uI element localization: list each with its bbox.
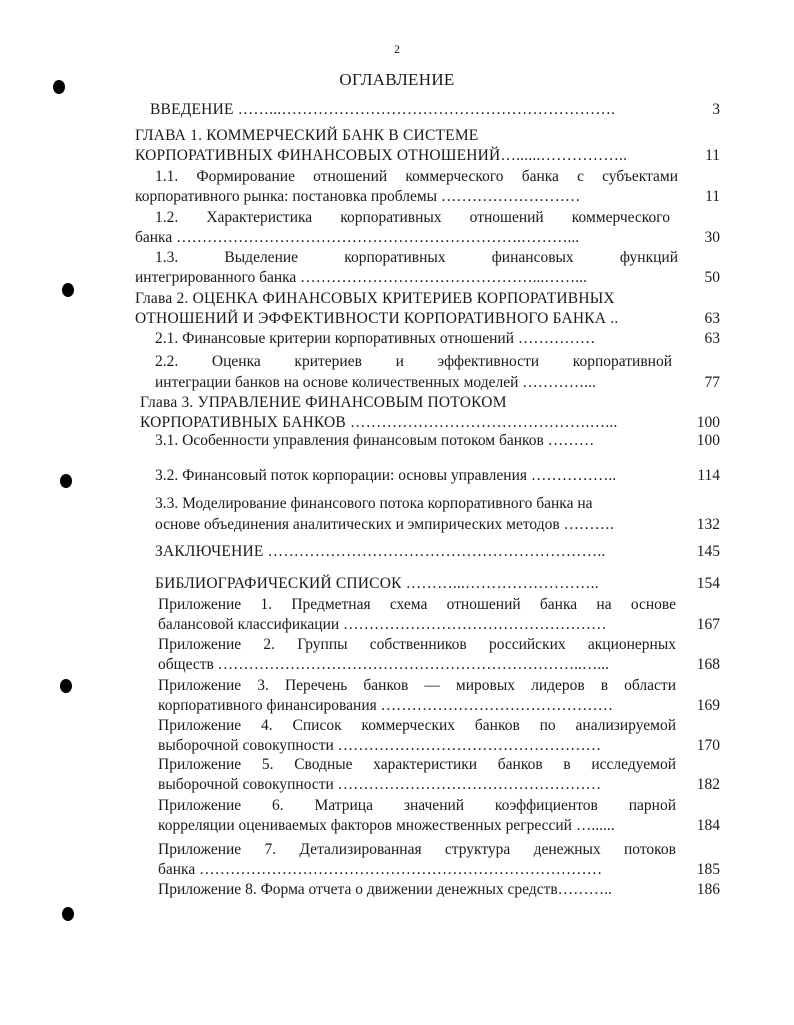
entry-line: 3.3. Моделирование финансового потока корпоративного банка на	[155, 495, 593, 512]
page-ref: 114	[697, 467, 720, 484]
entry-line: 2.1. Финансовые критерии корпоративных отношений ……………	[155, 330, 596, 347]
entry-line: Глава 2. ОЦЕНКА ФИНАНСОВЫХ КРИТЕРИЕВ КОРПОРАТИВНЫХ	[135, 290, 615, 307]
page-ref: 154	[696, 575, 720, 592]
punch-hole-mark	[53, 80, 65, 94]
page-ref: 169	[696, 697, 720, 714]
entry-line: Приложение 8. Форма отчета о движении денежных средств………..	[158, 881, 612, 898]
page-ref: 11	[705, 188, 720, 205]
page-ref: 11	[705, 147, 720, 164]
entry-line: Приложение 6. Матрица значений коэффициентов парной	[158, 797, 676, 814]
entry-line: выборочной совокупности ……………………………………………	[158, 776, 602, 793]
entry-line: КОРПОРАТИВНЫХ ФИНАНСОВЫХ ОТНОШЕНИЙ…......……………..	[135, 147, 628, 164]
page-ref: 182	[696, 776, 720, 793]
entry-line: балансовой классификации ……………………………………………	[158, 616, 607, 633]
entry-line: 3.1. Особенности управления финансовым потоком банков ………	[155, 432, 595, 449]
entry-line: ОТНОШЕНИЙ И ЭФФЕКТИВНОСТИ КОРПОРАТИВНОГО БАНКА ..	[135, 310, 619, 327]
entry-line: обществ ……………………………………………………………..…...	[158, 656, 610, 673]
entry-line: Приложение 2. Группы собственников российских акционерных	[158, 636, 676, 653]
entry-line: Глава 3. УПРАВЛЕНИЕ ФИНАНСОВЫМ ПОТОКОМ	[140, 394, 507, 411]
entry-line: выборочной совокупности ……………………………………………	[158, 737, 602, 754]
page-ref: 184	[696, 817, 720, 834]
entry-line: корреляции оцениваемых факторов множественных регрессий …......	[158, 817, 615, 834]
page-number: 2	[394, 42, 400, 56]
entry-line: корпоративного рынка: постановка проблемы ………………………	[135, 188, 581, 205]
entry-line: основе объединения аналитических и эмпирических методов ……….	[155, 516, 614, 533]
entry-line: 1.1. Формирование отношений коммерческого банка с субъектами	[155, 168, 678, 185]
entry-line: 2.2. Оценка критериев и эффективности корпоративной	[155, 353, 672, 370]
page-ref: 170	[696, 737, 720, 754]
page-ref: 30	[704, 229, 720, 246]
entry-line: Приложение 1. Предметная схема отношений банка на основе	[158, 596, 676, 613]
entry-line: БИБЛИОГРАФИЧЕСКИЙ СПИСОК ………...……………………..	[155, 575, 599, 592]
punch-hole-mark	[60, 474, 72, 488]
page-ref: 63	[704, 330, 720, 347]
entry-line: корпоративного финансирования ………………………………………	[158, 697, 614, 714]
entry-line: 3.2. Финансовый поток корпорации: основы управления ……………..	[155, 467, 617, 484]
entry-line: Приложение 4. Список коммерческих банков по анализируемой	[158, 717, 676, 734]
entry-line: интегрированного банка ………………………………………...……...	[135, 269, 587, 286]
page-ref: 3	[712, 101, 720, 118]
entry-line: банка ……………………………………………………………………	[158, 861, 603, 878]
entry-line: 1.3. Выделение корпоративных финансовых функций	[155, 249, 678, 266]
entry-line: Приложение 3. Перечень банков — мировых лидеров в области	[158, 677, 676, 694]
page-ref: 186	[696, 881, 720, 898]
toc-title: ОГЛАВЛЕНИЕ	[339, 70, 455, 89]
punch-hole-mark	[62, 283, 74, 297]
page-ref: 145	[696, 543, 720, 560]
entry-line: интеграции банков на основе количественных моделей …………...	[155, 374, 596, 391]
entry-line: Приложение 7. Детализированная структура денежных потоков	[158, 841, 676, 858]
entry-line: КОРПОРАТИВНЫХ БАНКОВ ……………………………………….…...	[140, 414, 618, 431]
entry-line: ВВЕДЕНИЕ ……...……………………………………………………….	[150, 101, 616, 118]
page-ref: 63	[704, 310, 720, 327]
page-ref: 100	[696, 432, 720, 449]
page-ref: 77	[704, 374, 720, 391]
page-ref: 100	[696, 414, 720, 431]
page-ref: 185	[696, 861, 720, 878]
punch-hole-mark	[60, 679, 72, 693]
entry-line: банка ………………………………………………………….………...	[135, 229, 580, 246]
entry-line: ГЛАВА 1. КОММЕРЧЕСКИЙ БАНК В СИСТЕМЕ	[135, 127, 479, 144]
page-ref: 132	[696, 516, 720, 533]
punch-hole-mark	[62, 907, 74, 921]
page-ref: 50	[704, 269, 720, 286]
page-ref: 168	[696, 656, 720, 673]
entry-line: Приложение 5. Сводные характеристики банков в исследуемой	[158, 756, 676, 773]
page-ref: 167	[696, 616, 720, 633]
entry-line: 1.2. Характеристика корпоративных отношений коммерческого	[155, 209, 670, 226]
entry-line: ЗАКЛЮЧЕНИЕ ………………………………………………………..	[155, 543, 606, 560]
